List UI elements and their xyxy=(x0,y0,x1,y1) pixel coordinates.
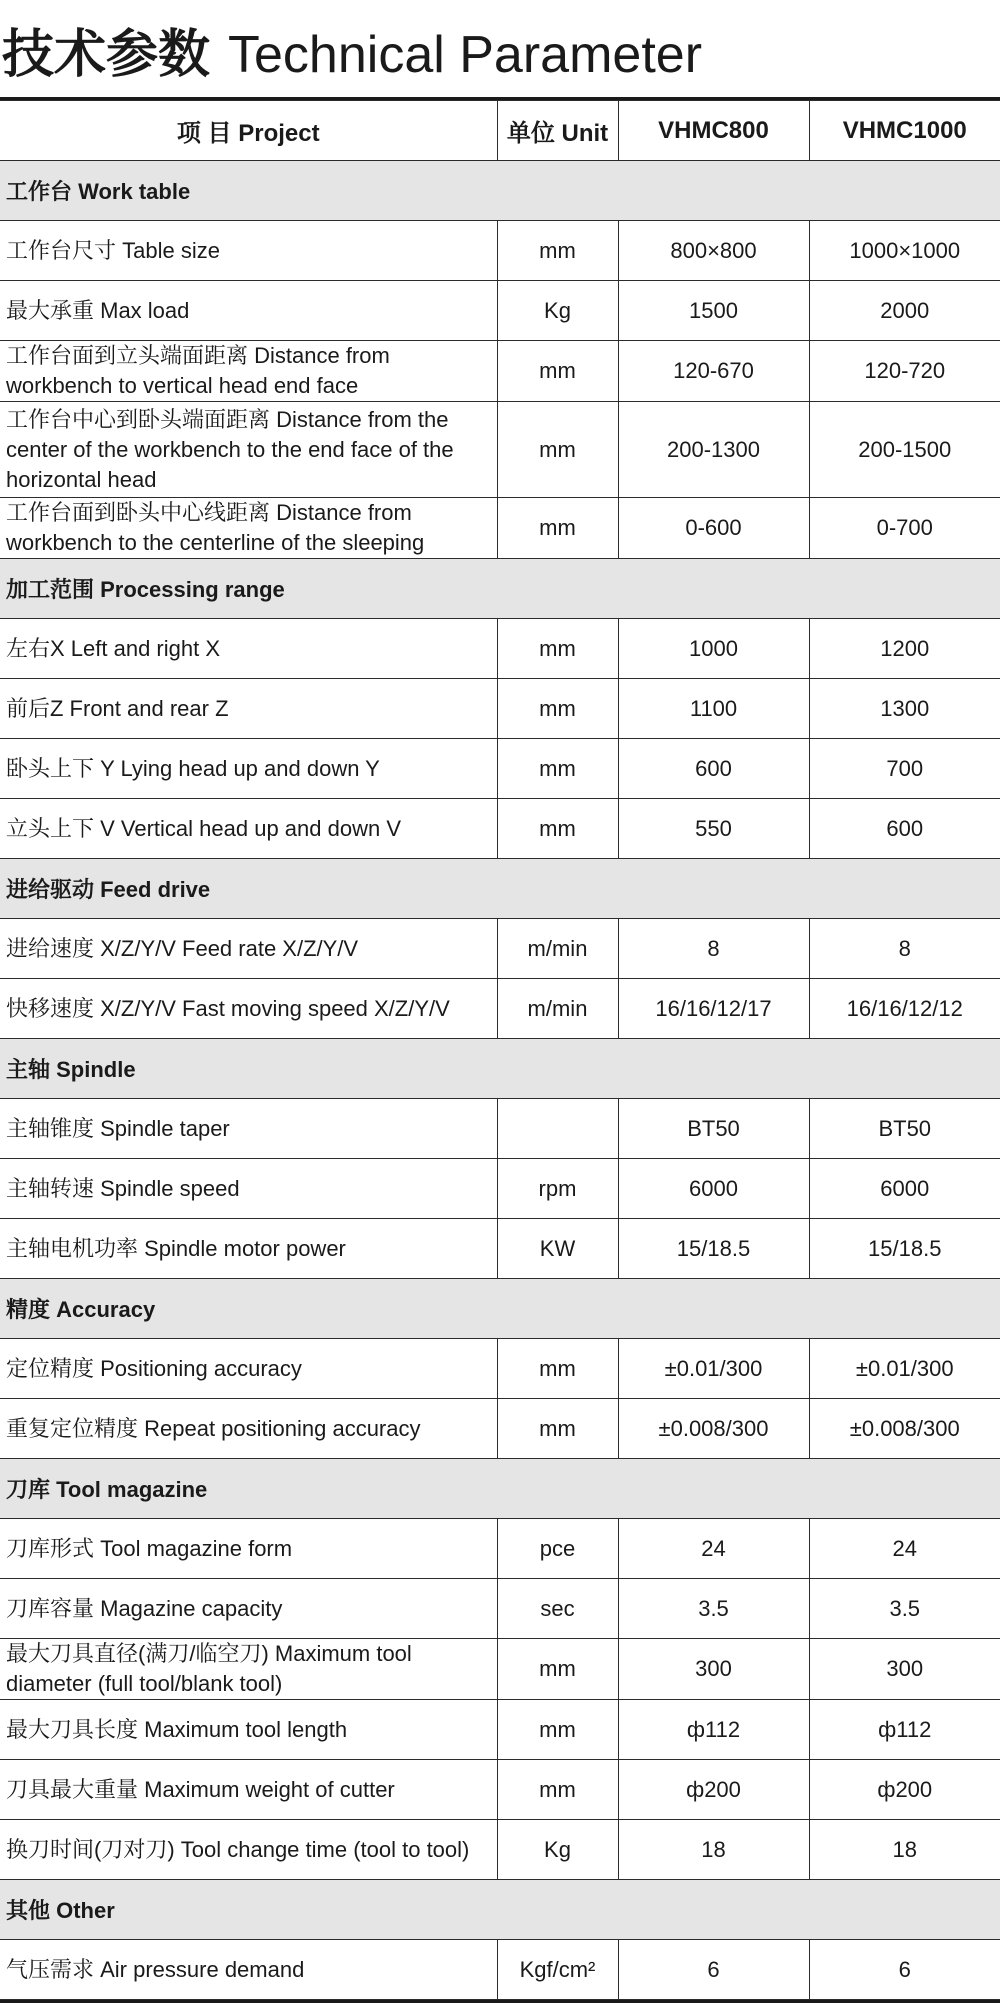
param-label: 工作台中心到卧头端面距离 Distance from the center of the workbench to the end face of the horizontal head xyxy=(0,402,497,498)
section-title: 精度 Accuracy xyxy=(0,1279,1000,1339)
param-vhmc1000: ф112 xyxy=(809,1700,1000,1760)
param-vhmc1000: BT50 xyxy=(809,1099,1000,1159)
param-vhmc800: 24 xyxy=(618,1519,809,1579)
param-vhmc1000: 24 xyxy=(809,1519,1000,1579)
spec-body xyxy=(0,161,1000,2000)
param-label: 刀库容量 Magazine capacity xyxy=(0,1579,497,1639)
title-en: Technical Parameter xyxy=(228,26,703,84)
param-vhmc800: 800×800 xyxy=(618,221,809,281)
table-row xyxy=(0,1339,1000,1399)
param-unit: mm xyxy=(497,402,618,498)
param-label: 工作台面到立头端面距离 Distance from workbench to vertical head end face xyxy=(0,341,497,402)
param-vhmc1000: 1300 xyxy=(809,679,1000,739)
param-vhmc1000: 1000×1000 xyxy=(809,221,1000,281)
param-vhmc1000: 300 xyxy=(809,1639,1000,1700)
section-row xyxy=(0,161,1000,221)
param-label: 工作台面到卧头中心线距离 Distance from workbench to the centerline of the sleeping xyxy=(0,498,497,559)
param-label: 气压需求 Air pressure demand xyxy=(0,1940,497,2000)
param-label: 最大刀具长度 Maximum tool length xyxy=(0,1700,497,1760)
page-header xyxy=(0,0,1000,100)
param-vhmc1000: 1200 xyxy=(809,619,1000,679)
table-row xyxy=(0,1219,1000,1279)
param-label: 主轴电机功率 Spindle motor power xyxy=(0,1219,497,1279)
param-vhmc1000: 8 xyxy=(809,919,1000,979)
param-vhmc800: 120-670 xyxy=(618,341,809,402)
param-unit: Kgf/cm² xyxy=(497,1940,618,2000)
table-row xyxy=(0,1700,1000,1760)
param-vhmc800: 200-1300 xyxy=(618,402,809,498)
table-row xyxy=(0,281,1000,341)
param-vhmc1000: 120-720 xyxy=(809,341,1000,402)
param-vhmc800: 1000 xyxy=(618,619,809,679)
param-vhmc1000: 600 xyxy=(809,799,1000,859)
table-row xyxy=(0,1639,1000,1700)
header-row xyxy=(0,101,1000,161)
param-vhmc800: ±0.01/300 xyxy=(618,1339,809,1399)
table-row xyxy=(0,799,1000,859)
param-unit: pce xyxy=(497,1519,618,1579)
param-vhmc800: 0-600 xyxy=(618,498,809,559)
param-vhmc800: 300 xyxy=(618,1639,809,1700)
param-label: 重复定位精度 Repeat positioning accuracy xyxy=(0,1399,497,1459)
param-label: 主轴转速 Spindle speed xyxy=(0,1159,497,1219)
param-vhmc800: 6000 xyxy=(618,1159,809,1219)
param-vhmc1000: ±0.01/300 xyxy=(809,1339,1000,1399)
param-vhmc1000: 3.5 xyxy=(809,1579,1000,1639)
param-unit: mm xyxy=(497,1760,618,1820)
param-label: 前后Z Front and rear Z xyxy=(0,679,497,739)
param-unit: mm xyxy=(497,221,618,281)
table-row xyxy=(0,402,1000,498)
table-row xyxy=(0,1099,1000,1159)
section-title: 加工范围 Processing range xyxy=(0,559,1000,619)
param-label: 卧头上下 Y Lying head up and down Y xyxy=(0,739,497,799)
param-unit: mm xyxy=(497,341,618,402)
param-label: 最大刀具直径(满刀/临空刀) Maximum tool diameter (full tool/blank tool) xyxy=(0,1639,497,1700)
table-row xyxy=(0,1940,1000,2000)
title-cn: 技术参数 xyxy=(2,26,211,84)
param-label: 刀库形式 Tool magazine form xyxy=(0,1519,497,1579)
section-row xyxy=(0,1459,1000,1519)
param-unit: Kg xyxy=(497,1820,618,1880)
section-row xyxy=(0,1039,1000,1099)
header-project: 项 目 Project xyxy=(0,101,497,161)
param-unit: rpm xyxy=(497,1159,618,1219)
section-row xyxy=(0,1279,1000,1339)
param-unit: mm xyxy=(497,799,618,859)
param-vhmc1000: 200-1500 xyxy=(809,402,1000,498)
table-row xyxy=(0,619,1000,679)
table-row xyxy=(0,221,1000,281)
param-vhmc800: BT50 xyxy=(618,1099,809,1159)
header-vhmc1000: VHMC1000 xyxy=(809,101,1000,161)
param-vhmc800: ф200 xyxy=(618,1760,809,1820)
param-label: 定位精度 Positioning accuracy xyxy=(0,1339,497,1399)
param-label: 工作台尺寸 Table size xyxy=(0,221,497,281)
section-title: 主轴 Spindle xyxy=(0,1039,1000,1099)
param-vhmc1000: ±0.008/300 xyxy=(809,1399,1000,1459)
param-vhmc1000: 15/18.5 xyxy=(809,1219,1000,1279)
param-vhmc800: ±0.008/300 xyxy=(618,1399,809,1459)
table-row xyxy=(0,341,1000,402)
page-title xyxy=(2,12,702,87)
param-unit: mm xyxy=(497,498,618,559)
table-row xyxy=(0,739,1000,799)
header-vhmc800: VHMC800 xyxy=(618,101,809,161)
param-vhmc800: 1500 xyxy=(618,281,809,341)
table-row xyxy=(0,1519,1000,1579)
param-label: 左右X Left and right X xyxy=(0,619,497,679)
table-row xyxy=(0,679,1000,739)
param-unit: mm xyxy=(497,619,618,679)
param-unit: mm xyxy=(497,1339,618,1399)
param-vhmc800: 15/18.5 xyxy=(618,1219,809,1279)
table-row xyxy=(0,1579,1000,1639)
table-row xyxy=(0,979,1000,1039)
param-label: 换刀时间(刀对刀) Tool change time (tool to tool) xyxy=(0,1820,497,1880)
param-label: 进给速度 X/Z/Y/V Feed rate X/Z/Y/V xyxy=(0,919,497,979)
param-unit: mm xyxy=(497,1700,618,1760)
table-row xyxy=(0,1760,1000,1820)
section-row xyxy=(0,1880,1000,1940)
param-vhmc800: 550 xyxy=(618,799,809,859)
section-title: 进给驱动 Feed drive xyxy=(0,859,1000,919)
table-row xyxy=(0,1399,1000,1459)
param-vhmc1000: 6000 xyxy=(809,1159,1000,1219)
param-unit: mm xyxy=(497,739,618,799)
title-divider xyxy=(0,97,1000,100)
table-row xyxy=(0,1820,1000,1880)
section-title: 工作台 Work table xyxy=(0,161,1000,221)
param-vhmc1000: 18 xyxy=(809,1820,1000,1880)
param-unit: mm xyxy=(497,679,618,739)
spec-table xyxy=(0,100,1000,2000)
param-label: 快移速度 X/Z/Y/V Fast moving speed X/Z/Y/V xyxy=(0,979,497,1039)
section-row xyxy=(0,859,1000,919)
param-vhmc800: 6 xyxy=(618,1940,809,2000)
table-row xyxy=(0,1159,1000,1219)
param-label: 主轴锥度 Spindle taper xyxy=(0,1099,497,1159)
param-unit: mm xyxy=(497,1639,618,1700)
param-unit: KW xyxy=(497,1219,618,1279)
table-row xyxy=(0,919,1000,979)
param-vhmc800: 600 xyxy=(618,739,809,799)
param-unit: m/min xyxy=(497,919,618,979)
param-vhmc1000: 700 xyxy=(809,739,1000,799)
param-vhmc800: 18 xyxy=(618,1820,809,1880)
param-vhmc1000: 16/16/12/12 xyxy=(809,979,1000,1039)
table-row xyxy=(0,498,1000,559)
param-label: 最大承重 Max load xyxy=(0,281,497,341)
section-title: 其他 Other xyxy=(0,1880,1000,1940)
param-vhmc1000: 6 xyxy=(809,1940,1000,2000)
param-unit xyxy=(497,1099,618,1159)
param-label: 立头上下 V Vertical head up and down V xyxy=(0,799,497,859)
param-vhmc800: ф112 xyxy=(618,1700,809,1760)
section-row xyxy=(0,559,1000,619)
param-label: 刀具最大重量 Maximum weight of cutter xyxy=(0,1760,497,1820)
header-unit: 单位 Unit xyxy=(497,101,618,161)
param-unit: sec xyxy=(497,1579,618,1639)
param-vhmc1000: ф200 xyxy=(809,1760,1000,1820)
param-unit: m/min xyxy=(497,979,618,1039)
param-unit: Kg xyxy=(497,281,618,341)
param-unit: mm xyxy=(497,1399,618,1459)
param-vhmc1000: 0-700 xyxy=(809,498,1000,559)
section-title: 刀库 Tool magazine xyxy=(0,1459,1000,1519)
param-vhmc800: 3.5 xyxy=(618,1579,809,1639)
param-vhmc800: 1100 xyxy=(618,679,809,739)
param-vhmc1000: 2000 xyxy=(809,281,1000,341)
param-vhmc800: 16/16/12/17 xyxy=(618,979,809,1039)
bottom-divider xyxy=(0,2000,1000,2003)
param-vhmc800: 8 xyxy=(618,919,809,979)
